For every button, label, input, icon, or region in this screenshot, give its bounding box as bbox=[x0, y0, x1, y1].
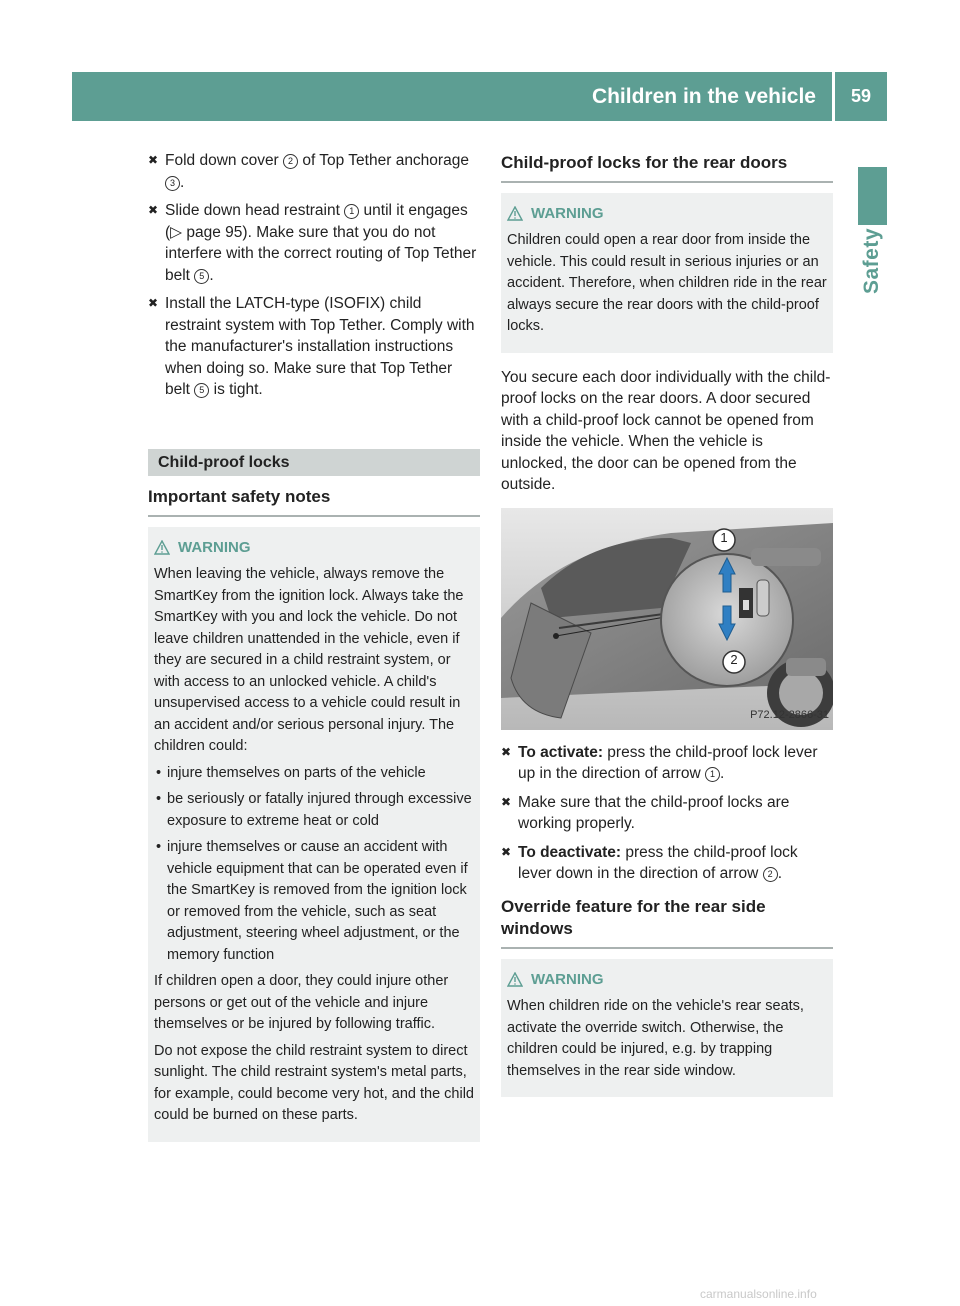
step-marker-icon: ✖ bbox=[148, 203, 159, 217]
header-title: Children in the vehicle bbox=[591, 84, 816, 108]
section-tab bbox=[852, 228, 892, 348]
step-marker-icon: ✖ bbox=[501, 844, 512, 859]
warning-text: Do not expose the child restraint system to direct sunlight. The child restraint system's metal parts, for example, could become very hot, and the child could be burned on these parts. bbox=[154, 1042, 474, 1123]
warning-text: When children ride on the vehicle's rear seats, activate the override switch. Otherwise, the children could be injured, e.g. by trapping themselves in the rear side window. bbox=[507, 998, 804, 1079]
step-item bbox=[148, 150, 480, 193]
step-text: press the child-proof lock lever up in the direction of arrow bbox=[518, 743, 818, 782]
callout-number: 2 bbox=[283, 154, 298, 169]
callout-number: 5 bbox=[194, 383, 209, 398]
warning-box bbox=[501, 193, 833, 353]
step-text: . bbox=[719, 765, 725, 782]
warning-bullet: • injure themselves or cause an accident with vehicle equipment that can be operated even if the SmartKey is removed from the ignition lock or removed from the vehicle, such as seat adjustment, steering wheel adjustment, or the memory function bbox=[154, 837, 474, 966]
warning-title-text: WARNING bbox=[531, 970, 604, 988]
subsection-title: Child-proof locks for the rear doors bbox=[501, 152, 833, 183]
step-label: To activate: bbox=[518, 743, 603, 761]
subsection-title: Important safety notes bbox=[148, 476, 480, 517]
page-header bbox=[72, 72, 887, 121]
warning-triangle-icon bbox=[507, 972, 523, 987]
step-item bbox=[501, 742, 833, 785]
warning-text: When leaving the vehicle, always remove the SmartKey from the ignition lock. Always take the SmartKey with you and lock the vehicle. Do not leave children unattended in the vehicle, even if they are secured in a child restraint system, or with access to an unlocked vehicle. A child's unsupervised access to a vehicle could result in an accident and/or serious personal injury. The children could: bbox=[154, 566, 464, 754]
callout-number: 1 bbox=[344, 204, 359, 219]
step-marker-icon: ✖ bbox=[148, 296, 159, 310]
section-tab-label: Safety bbox=[860, 228, 884, 295]
figure-callout-1: 1 bbox=[720, 529, 728, 545]
warning-title bbox=[154, 537, 474, 559]
step-text: . bbox=[209, 266, 214, 284]
warning-triangle-icon bbox=[507, 206, 523, 221]
subsection-title: Override feature for the rear side windows bbox=[501, 892, 833, 949]
warning-title-text: WARNING bbox=[531, 204, 604, 222]
figure-callout-2: 2 bbox=[730, 651, 738, 667]
warning-text: If children open a door, they could injure other persons or get out of the vehicle and injure themselves or be injured by following traffic. bbox=[154, 973, 449, 1032]
step-text: press the child-proof lock lever down in the direction of arrow bbox=[518, 843, 798, 882]
section-tab-marker bbox=[858, 167, 887, 225]
warning-bullet: • injure themselves on parts of the vehicle bbox=[154, 763, 474, 785]
right-column bbox=[501, 152, 833, 1111]
warning-bullet: • be seriously or fatally injured through excessive exposure to extreme heat or cold bbox=[154, 789, 474, 832]
callout-number: 3 bbox=[165, 176, 180, 191]
step-item bbox=[501, 842, 833, 885]
step-item bbox=[501, 792, 833, 835]
child-lock-figure bbox=[501, 508, 833, 730]
step-text: Fold down cover bbox=[165, 152, 284, 169]
figure-code: P72.12-2866-31 bbox=[750, 709, 829, 721]
left-column bbox=[148, 150, 480, 1156]
step-marker-icon: ✖ bbox=[501, 794, 512, 809]
step-item bbox=[148, 200, 480, 286]
callout-number: 2 bbox=[763, 867, 778, 882]
page-number: 59 bbox=[850, 85, 872, 106]
step-text: until it engages (▷ page 95). Make sure that you do not interfere with the correct routing of Top Tether belt bbox=[165, 202, 477, 284]
step-marker-icon: ✖ bbox=[501, 744, 512, 759]
car-door-illustration bbox=[501, 508, 833, 730]
warning-title-text: WARNING bbox=[178, 538, 251, 556]
watermark: carmanualsonline.info bbox=[700, 1287, 817, 1301]
step-text: . bbox=[777, 865, 782, 882]
body-paragraph: You secure each door individually with the child-proof locks on the rear doors. A door secured with a child-proof lock cannot be opened from inside the vehicle. When the vehicle is unlocked, the door can be opened from the outside. bbox=[501, 368, 831, 493]
warning-triangle-icon bbox=[154, 540, 170, 555]
step-text: Make sure that the child-proof locks are working properly. bbox=[518, 793, 790, 832]
step-text: is tight. bbox=[209, 381, 263, 398]
step-marker-icon: ✖ bbox=[148, 153, 159, 167]
warning-box bbox=[148, 527, 480, 1142]
step-text: . bbox=[180, 173, 185, 191]
warning-box bbox=[501, 959, 833, 1098]
step-text: Install the LATCH-type (ISOFIX) child restraint system with Top Tether. Comply with the manufacturer's installation instructions when doing so. Make sure that Top Tether belt bbox=[165, 295, 475, 398]
warning-title bbox=[507, 969, 827, 991]
step-item bbox=[148, 293, 480, 401]
step-label: To deactivate: bbox=[518, 843, 622, 861]
callout-number: 5 bbox=[194, 269, 209, 284]
warning-title bbox=[507, 203, 827, 225]
warning-text: Children could open a rear door from inside the vehicle. This could result in serious injuries or an accident. Therefore, when children ride in the rear always secure the rear doors with the child-proof locks. bbox=[507, 232, 827, 334]
step-text: of Top Tether anchorage bbox=[298, 152, 469, 169]
step-text: Slide down head restraint bbox=[165, 202, 345, 219]
section-title: Child-proof locks bbox=[148, 449, 480, 477]
callout-number: 1 bbox=[705, 767, 720, 782]
